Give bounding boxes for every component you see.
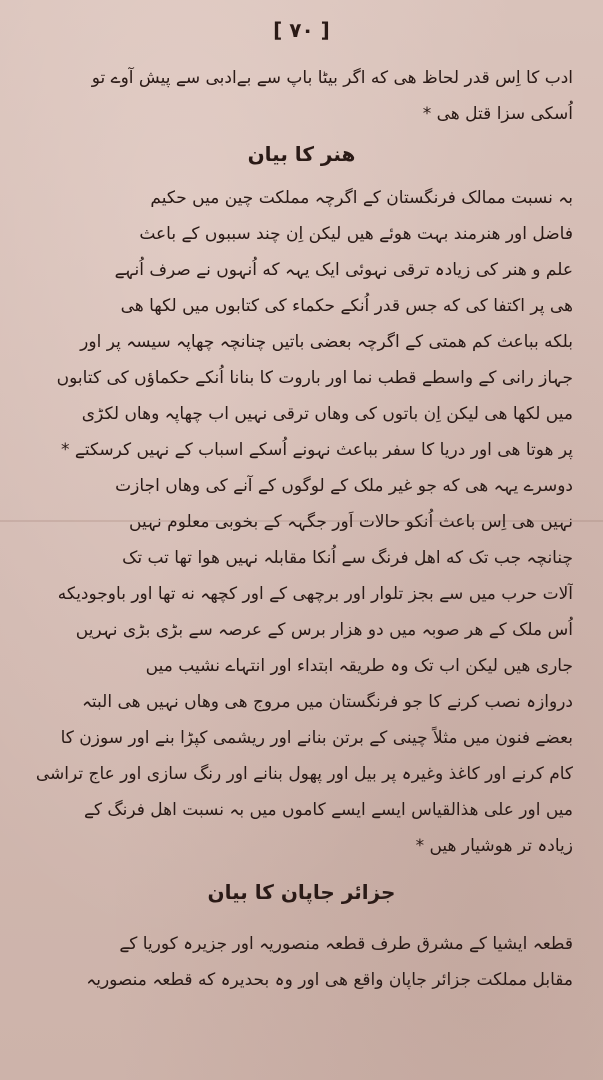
text-line: اُسکی سزا قتل هی * (422, 104, 573, 124)
text-line: کام کرنے اور کاغذ وغیرہ پر بیل اور پھول بنانے اور رنگ سازی اور عاج تراشی (36, 764, 573, 784)
text-line: آلات حرب میں سے بجز تلوار اور برچھی کے اور کچھہ نه تھا اور باوجودیکه (57, 584, 573, 604)
text-line: اُس ملک کے هر صوبہ میں دو هزار برس کے عرصہ سے بڑی بڑی نہریں (75, 620, 573, 640)
text-line: زیادہ تر هوشیار هیں * (415, 836, 573, 856)
page-number: [ ٧٠ ] (273, 18, 330, 42)
intro-paragraph (36, 60, 573, 132)
text-line: هی پر اکتفا کی که جس قدر اُنکے حکماء کی کتابوں میں لکھا هی (120, 296, 573, 316)
text-line: مقابل مملکت جزائر جاپان واقع هی اور وہ بحدیرہ که قطعہ منصوریہ (86, 970, 573, 990)
text-line: فاضل اور هنرمند بہت هوئے هیں لیکن اِن چند سببوں کے باعث (139, 224, 573, 244)
section-heading-japan: جزائر جاپان کا بیان (207, 880, 396, 904)
text-line: پر هوتا هی اور دریا کا سفر بباعث نہونے اُسکے اسباب کے نہیں کرسکتے * (60, 440, 573, 460)
text-line: قطعہ ایشیا کے مشرق طرف قطعہ منصوریہ اور جزیرہ کوریا کے (119, 934, 573, 954)
text-line: جہاز رانی کے واسطے قطب نما اور باروت کا بنانا اُنکے حکماؤں کی کتابوں (56, 368, 573, 388)
section-heading-art: هنر کا بیان (247, 142, 356, 166)
text-line: بہ نسبت ممالک فرنگستان کے اگرچہ مملکت چین میں حکیم (150, 188, 573, 208)
text-line: میں لکھا هی لیکن اِن باتوں کی وهاں ترقی نہیں اب چھاپہ وهاں لکڑی (81, 404, 573, 424)
text-line: بلکه بباعث کم همتی کے اگرچہ بعضی باتیں چنانچہ چھاپہ سیسہ پر اور (80, 332, 573, 352)
japan-section-body (36, 926, 573, 998)
text-line: نہیں هی اِس باعث اُنکو حالات اَور جگہہ کے بخوبی معلوم نہیں (129, 512, 573, 532)
text-line: میں اور علی هذالقیاس ایسے ایسے کاموں میں بہ نسبت اهل فرنگ کے (83, 800, 573, 820)
text-line: جاری هیں لیکن اب تک وہ طریقہ ابتداء اور انتہاے نشیب میں (145, 656, 573, 676)
text-line: دروازہ نصب کرنے کا جو فرنگستان میں مروج هی وهاں نہیں هی البتہ (81, 692, 573, 712)
text-line: ادب کا اِس قدر لحاظ هی که اگر بیٹا باپ سے بےادبی سے پیش آوے تو (91, 68, 573, 88)
art-section-body (36, 180, 573, 864)
text-line: بعضے فنون میں مثلاً چینی کے برتن بنانے اور ریشمی کپڑا بنے اور سوزن کا (60, 728, 573, 748)
text-line: دوسرے یہہ هی که جو غیر ملک کے لوگوں کے آنے کی وهاں اجازت (115, 476, 573, 496)
text-line: چنانچہ جب تک که اهل فرنگ سے اُنکا مقابلہ نہیں هوا تھا تب تک (122, 548, 573, 568)
text-line: علم و هنر کی زیادہ ترقی نہوئی ایک یہہ که اُنہوں نے صرف اُنہے (114, 260, 573, 280)
